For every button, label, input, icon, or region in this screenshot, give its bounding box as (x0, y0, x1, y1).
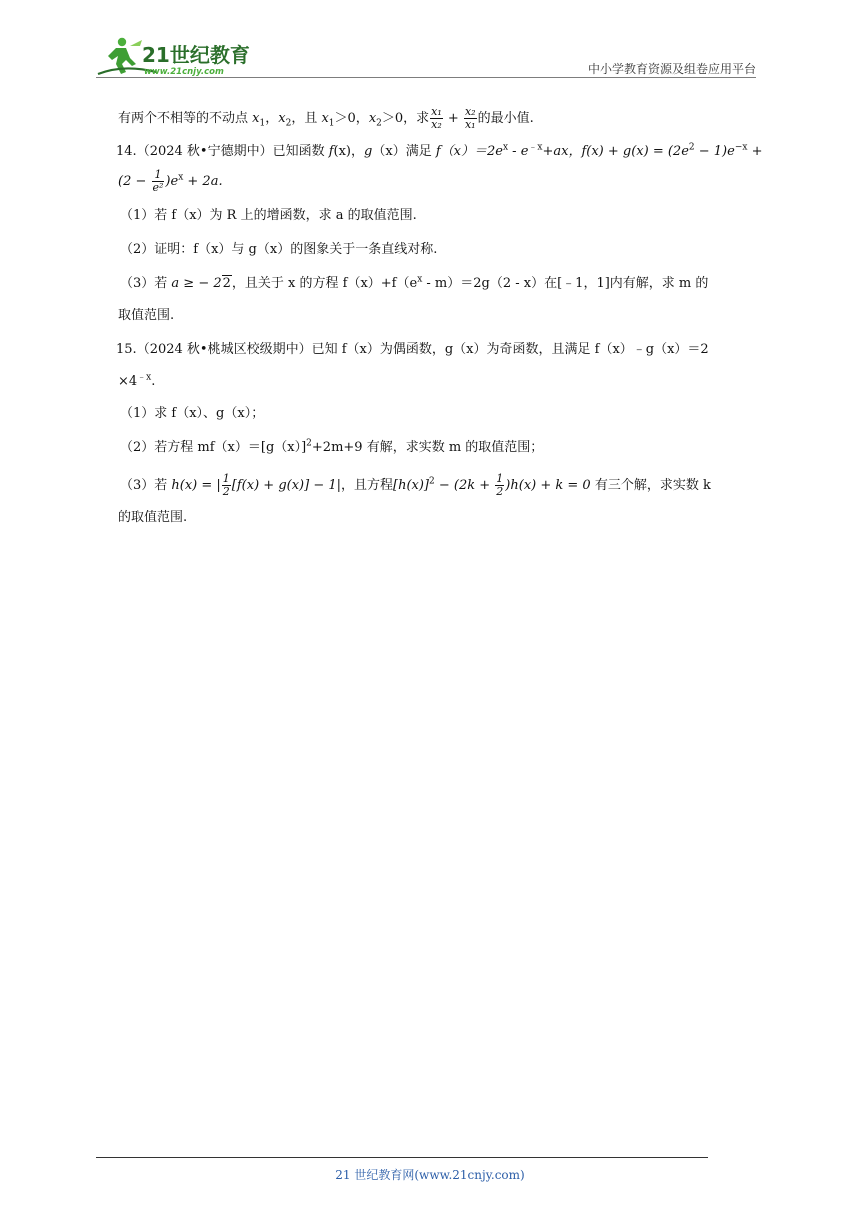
site-slogan: 中小学教育资源及组卷应用平台 (587, 62, 756, 76)
q15-part1: （1）求 f（x）、g（x）； (120, 406, 265, 421)
question-14 (118, 142, 762, 326)
q14-part2: （2）证明：f（x）与 g（x）的图象关于一条直线对称. (120, 242, 438, 257)
fraction-one-half-2: $\frac{1}{2}$ (496, 472, 504, 498)
question-15 (118, 340, 762, 528)
fraction-x2-over-x1: $\frac{\text{x₂}}{\text{x₁}}$ (464, 105, 476, 131)
q14-part1: （1）若 f（x）为 R 上的增函数，求 a 的取值范围. (120, 208, 417, 223)
running-man-logo-icon (96, 34, 266, 78)
footer-divider (96, 1157, 708, 1158)
fraction-1-over-e2: $\frac{1}{\text{e²}}$ (152, 168, 164, 194)
header-divider (96, 77, 756, 78)
q14-source: （2024 秋•宁德期中） (136, 144, 273, 159)
q15-stem-line1: 15.（2024 秋•桃城区校级期中）已知 f（x）为偶函数，g（x）为奇函数，且满足 f（x）﹣g（x）＝2 (116, 342, 709, 357)
fraction-one-half: $\frac{1}{2}$ (222, 472, 230, 498)
q14-part3: （3）若 a ≥ − 22，且关于 x 的方程 $f(x)+f(e^x - m)=2g(2 - x)$在[﹣1，1]内有解，求 m 的 (120, 274, 709, 291)
document-body (118, 106, 762, 528)
fraction-x1-over-x2: $\frac{\text{x₁}}{\text{x₂}}$ (431, 105, 442, 131)
sqrt-symbol: 2 (222, 276, 231, 291)
q15-source: （2024 秋•桃城区校级期中） (136, 342, 312, 357)
logo-text: 21世纪教育 (142, 43, 250, 67)
q14-stem-line2: (2 − $\frac{1}{\text{e²}}$ )$e^x + 2a$. (118, 168, 223, 194)
logo-subtext: www.21cnjy.com (144, 67, 224, 77)
q15-part3-cont: 的取值范围. (118, 510, 188, 525)
q15-stem-line2: $\times 4^{﹣x}$. (118, 372, 156, 389)
q14-number: 14. (116, 144, 137, 159)
q14-stem-line1: 14.（2024 秋•宁德期中）已知函数 f(x)，g（x）满足 $f(x)=2e^x - e^{﹣x}+ax$，$f(x) + g(x) = (2e^2 - 1)e^{-x}$ + (116, 142, 763, 159)
footer-text: 21 世纪教育网(www.21cnjy.com) (335, 1168, 525, 1182)
q15-number: 15. (116, 342, 137, 357)
site-logo (96, 34, 266, 78)
q15-part3: （3）若 h(x) = | $\frac{1}{2}$ [f(x) + g(x)] − 1|，且方程$[h(x)]^2 - (2k$ + $\frac{1}{2}$ )h(x) + k = 0 有三个解，求实数 k (120, 472, 711, 498)
q13-tail-line: 有两个不相等的不动点 $x_1$，$x_2$，且 $x_1>0$，$x_2>0$，求 $\frac{\text{x₁}}{\text{x₂}}$ + $\frac{\text{x₂}}{\text{x₁}}$ 的最小值. (118, 105, 534, 131)
q14-part3-cont: 取值范围. (118, 308, 175, 323)
q15-part2: （2）若方程 $mf(x)=[g(x)]^2+2m+9$ 有解，求实数 m 的取值范围； (120, 438, 544, 455)
